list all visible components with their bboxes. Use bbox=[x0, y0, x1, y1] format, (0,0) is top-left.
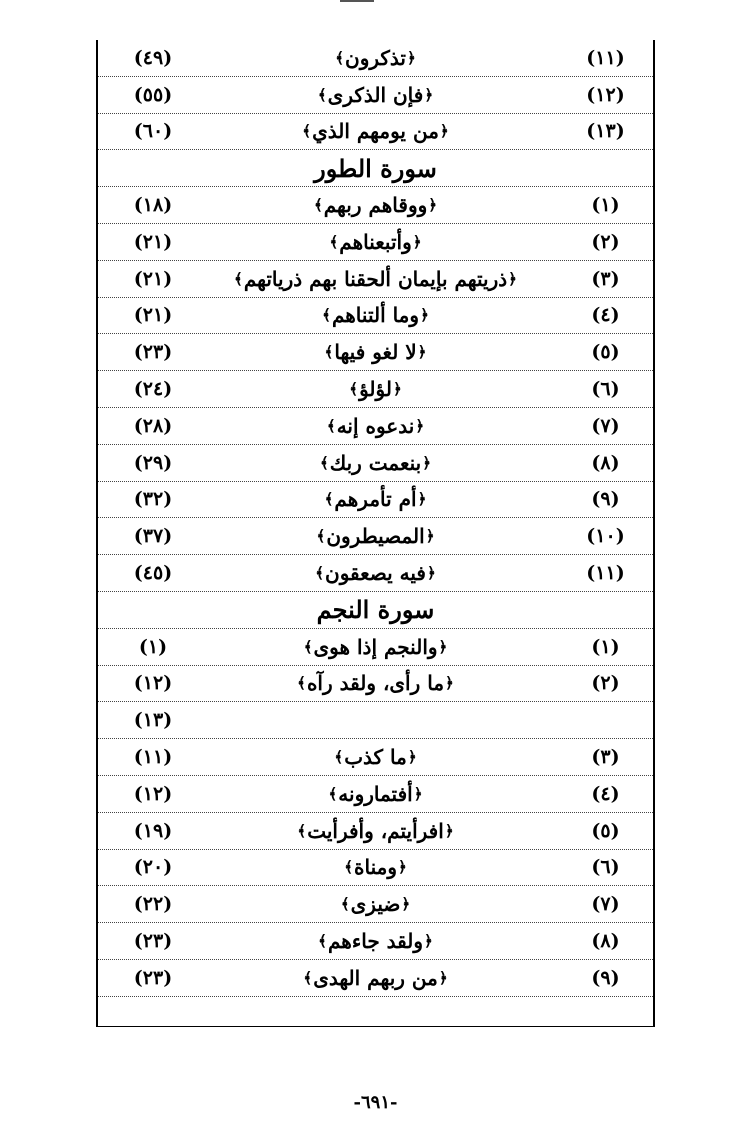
open-bracket-ornament-icon: ﴿ bbox=[420, 306, 429, 325]
top-rule bbox=[340, 0, 374, 2]
close-bracket-ornament-icon: ﴾ bbox=[319, 453, 329, 472]
quranic-phrase bbox=[208, 813, 543, 849]
verse-reference: (١١) bbox=[133, 746, 173, 769]
verse-reference: (٢١) bbox=[133, 267, 173, 290]
page-number: -٦٩١- bbox=[353, 1092, 398, 1113]
quranic-phrase bbox=[208, 371, 543, 407]
entry-number: (٥) bbox=[591, 341, 620, 364]
phrase-text: أم تأمرهم bbox=[334, 487, 417, 512]
close-bracket-ornament-icon: ﴾ bbox=[334, 748, 344, 767]
open-bracket-ornament-icon: ﴿ bbox=[424, 932, 433, 951]
close-bracket-ornament-icon: ﴾ bbox=[302, 122, 312, 141]
quranic-phrase bbox=[208, 445, 543, 481]
entry-number: (١١) bbox=[586, 46, 625, 69]
quranic-phrase bbox=[208, 960, 543, 996]
quranic-phrase bbox=[208, 666, 543, 702]
verse-reference: (٢٩) bbox=[133, 451, 173, 474]
phrase-text: ذريتهم بإيمان ألحقنا بهم ذرياتهم bbox=[243, 266, 508, 291]
quranic-phrase bbox=[208, 224, 543, 260]
entry-number: (٣) bbox=[591, 267, 620, 290]
verse-reference: (٤٩) bbox=[133, 46, 173, 69]
close-bracket-ornament-icon: ﴾ bbox=[324, 490, 334, 509]
table-row bbox=[98, 850, 653, 887]
close-bracket-ornament-icon: ﴾ bbox=[326, 416, 336, 435]
phrase-text: لؤلؤ bbox=[359, 377, 392, 402]
open-bracket-ornament-icon: ﴿ bbox=[508, 269, 517, 288]
quranic-phrase bbox=[208, 886, 543, 922]
entry-number: (١٣) bbox=[586, 120, 625, 143]
table-row bbox=[98, 666, 653, 703]
phrase-text: فإن الذكرى bbox=[327, 82, 424, 107]
surah-heading: سورة الطور bbox=[314, 153, 437, 183]
surah-heading: سورة النجم bbox=[316, 595, 435, 625]
open-bracket-ornament-icon: ﴿ bbox=[444, 821, 454, 840]
entry-number: (١) bbox=[591, 194, 620, 217]
verse-reference: (٣٢) bbox=[133, 488, 173, 511]
phrase-text: ولقد جاءهم bbox=[327, 929, 424, 954]
entry-number: (٤) bbox=[591, 304, 620, 327]
phrase-text: ضيزى bbox=[350, 892, 401, 917]
table-row bbox=[98, 960, 653, 997]
open-bracket-ornament-icon: ﴿ bbox=[428, 196, 438, 215]
close-bracket-ornament-icon: ﴾ bbox=[297, 674, 306, 693]
verse-reference: (٦٠) bbox=[133, 120, 173, 143]
close-bracket-ornament-icon: ﴾ bbox=[344, 858, 354, 877]
entry-number: (١) bbox=[591, 635, 620, 658]
phrase-text: المصيطرون bbox=[326, 524, 425, 549]
quranic-phrase bbox=[208, 482, 543, 518]
table-row bbox=[98, 702, 653, 739]
open-bracket-ornament-icon: ﴿ bbox=[445, 674, 454, 693]
table-row bbox=[98, 886, 653, 923]
quranic-phrase bbox=[208, 261, 543, 297]
open-bracket-ornament-icon: ﴿ bbox=[427, 564, 436, 583]
open-bracket-ornament-icon: ﴿ bbox=[413, 784, 423, 803]
quranic-phrase bbox=[208, 923, 543, 959]
open-bracket-ornament-icon: ﴿ bbox=[425, 527, 435, 546]
open-bracket-ornament-icon: ﴿ bbox=[407, 748, 417, 767]
close-bracket-ornament-icon: ﴾ bbox=[303, 637, 313, 656]
close-bracket-ornament-icon: ﴾ bbox=[313, 196, 323, 215]
quranic-phrase bbox=[208, 187, 543, 223]
open-bracket-ornament-icon: ﴿ bbox=[415, 416, 425, 435]
close-bracket-ornament-icon: ﴾ bbox=[349, 380, 359, 399]
phrase-text: افرأيتم، وأفرأيت bbox=[307, 818, 444, 843]
close-bracket-ornament-icon: ﴾ bbox=[324, 343, 334, 362]
quranic-phrase bbox=[208, 555, 543, 591]
verse-reference: (١٣) bbox=[133, 709, 173, 732]
close-bracket-ornament-icon: ﴾ bbox=[315, 564, 325, 583]
table-row bbox=[98, 224, 653, 261]
close-bracket-ornament-icon: ﴾ bbox=[340, 895, 350, 914]
close-bracket-ornament-icon: ﴾ bbox=[328, 784, 338, 803]
entry-number: (٧) bbox=[591, 414, 620, 437]
phrase-text: ما رأى، ولقد رآه bbox=[306, 671, 445, 696]
table-row bbox=[98, 408, 653, 445]
open-bracket-ornament-icon: ﴿ bbox=[392, 380, 402, 399]
phrase-text: ما كذب bbox=[344, 745, 407, 770]
close-bracket-ornament-icon: ﴾ bbox=[318, 932, 327, 951]
open-bracket-ornament-icon: ﴿ bbox=[417, 490, 427, 509]
index-table bbox=[96, 40, 655, 1027]
verse-reference: (١٩) bbox=[133, 819, 173, 842]
open-bracket-ornament-icon: ﴿ bbox=[401, 895, 411, 914]
entry-number: (١٢) bbox=[586, 83, 625, 106]
quranic-phrase bbox=[208, 739, 543, 775]
phrase-text: ندعوه إنه bbox=[336, 413, 415, 438]
entry-number: (٦) bbox=[591, 378, 620, 401]
table-row bbox=[98, 77, 653, 114]
table-row bbox=[98, 518, 653, 555]
phrase-text: من ربهم الهدى bbox=[313, 965, 438, 990]
table-row bbox=[98, 261, 653, 298]
close-bracket-ornament-icon: ﴾ bbox=[335, 48, 345, 67]
quranic-phrase bbox=[208, 518, 543, 554]
close-bracket-ornament-icon: ﴾ bbox=[329, 232, 339, 251]
verse-reference: (١٢) bbox=[133, 672, 173, 695]
table-row bbox=[98, 334, 653, 371]
quranic-phrase bbox=[208, 298, 543, 334]
verse-reference: (١٢) bbox=[133, 782, 173, 805]
table-row bbox=[98, 482, 653, 519]
phrase-text: أفتمارونه bbox=[338, 781, 413, 806]
open-bracket-ornament-icon: ﴿ bbox=[406, 48, 416, 67]
open-bracket-ornament-icon: ﴿ bbox=[439, 122, 449, 141]
table-row bbox=[98, 445, 653, 482]
phrase-text: وما ألتناهم bbox=[331, 303, 420, 328]
phrase-text: بنعمت ربك bbox=[329, 450, 422, 475]
quranic-phrase bbox=[208, 776, 543, 812]
verse-reference: (٢٣) bbox=[133, 966, 173, 989]
close-bracket-ornament-icon: ﴾ bbox=[322, 306, 331, 325]
quranic-phrase bbox=[208, 334, 543, 370]
quranic-phrase bbox=[208, 77, 543, 113]
surah-heading-row bbox=[98, 150, 653, 187]
entry-number bbox=[558, 702, 653, 738]
entry-number: (٦) bbox=[591, 856, 620, 879]
open-bracket-ornament-icon: ﴿ bbox=[438, 968, 448, 987]
open-bracket-ornament-icon: ﴿ bbox=[438, 637, 448, 656]
quranic-phrase bbox=[208, 114, 543, 150]
open-bracket-ornament-icon: ﴿ bbox=[417, 343, 427, 362]
entry-number: (٣) bbox=[591, 746, 620, 769]
phrase-text: ومناة bbox=[354, 855, 397, 880]
verse-reference: (٤٥) bbox=[133, 562, 173, 585]
entry-number: (٨) bbox=[591, 930, 620, 953]
quranic-phrase bbox=[208, 850, 543, 886]
entry-number: (٨) bbox=[591, 451, 620, 474]
table-row bbox=[98, 739, 653, 776]
phrase-text: من يومهم الذي bbox=[312, 119, 439, 144]
close-bracket-ornament-icon: ﴾ bbox=[234, 269, 243, 288]
quranic-phrase bbox=[208, 702, 543, 738]
quranic-phrase bbox=[208, 40, 543, 76]
entry-number: (٢) bbox=[591, 672, 620, 695]
phrase-text: فيه يصعقون bbox=[325, 561, 426, 586]
quranic-phrase bbox=[208, 408, 543, 444]
close-bracket-ornament-icon: ﴾ bbox=[303, 968, 313, 987]
verse-reference: (٢٢) bbox=[133, 893, 173, 916]
verse-reference: (٢١) bbox=[133, 304, 173, 327]
entry-number: (٤) bbox=[591, 782, 620, 805]
entry-number: (١٠) bbox=[586, 525, 625, 548]
phrase-text: لا لغو فيها bbox=[334, 340, 417, 365]
close-bracket-ornament-icon: ﴾ bbox=[316, 527, 326, 546]
entry-number: (٩) bbox=[591, 488, 620, 511]
table-row bbox=[98, 114, 653, 151]
verse-reference: (٢٨) bbox=[133, 414, 173, 437]
table-row bbox=[98, 629, 653, 666]
verse-reference: (٢٠) bbox=[133, 856, 173, 879]
verse-reference: (٢٣) bbox=[133, 341, 173, 364]
entry-number: (٥) bbox=[591, 819, 620, 842]
table-row bbox=[98, 923, 653, 960]
open-bracket-ornament-icon: ﴿ bbox=[424, 85, 434, 104]
phrase-text: وأتبعناهم bbox=[339, 229, 412, 254]
open-bracket-ornament-icon: ﴿ bbox=[398, 858, 407, 877]
verse-reference: (٣٧) bbox=[133, 525, 173, 548]
entry-number: (٩) bbox=[591, 966, 620, 989]
verse-reference: (٢٣) bbox=[133, 930, 173, 953]
phrase-text: ووقاهم ربهم bbox=[323, 193, 428, 218]
surah-heading-row bbox=[98, 592, 653, 629]
entry-number: (٧) bbox=[591, 893, 620, 916]
table-row bbox=[98, 555, 653, 592]
quranic-phrase bbox=[208, 629, 543, 665]
entry-number: (٢) bbox=[591, 230, 620, 253]
close-bracket-ornament-icon: ﴾ bbox=[297, 821, 307, 840]
phrase-text: تذكرون bbox=[345, 45, 406, 70]
table-row bbox=[98, 776, 653, 813]
table-row bbox=[98, 298, 653, 335]
table-row bbox=[98, 187, 653, 224]
verse-reference: (١٨) bbox=[133, 194, 173, 217]
open-bracket-ornament-icon: ﴿ bbox=[422, 453, 432, 472]
verse-reference: (٢٤) bbox=[133, 378, 173, 401]
open-bracket-ornament-icon: ﴿ bbox=[412, 232, 422, 251]
entry-number: (١١) bbox=[586, 562, 625, 585]
verse-reference: (٥٥) bbox=[133, 83, 173, 106]
verse-reference: (١) bbox=[138, 635, 168, 658]
table-row bbox=[98, 813, 653, 850]
verse-reference: (٢١) bbox=[133, 230, 173, 253]
phrase-text: والنجم إذا هوى bbox=[313, 634, 438, 659]
table-row bbox=[98, 371, 653, 408]
table-row bbox=[98, 40, 653, 77]
close-bracket-ornament-icon: ﴾ bbox=[317, 85, 327, 104]
